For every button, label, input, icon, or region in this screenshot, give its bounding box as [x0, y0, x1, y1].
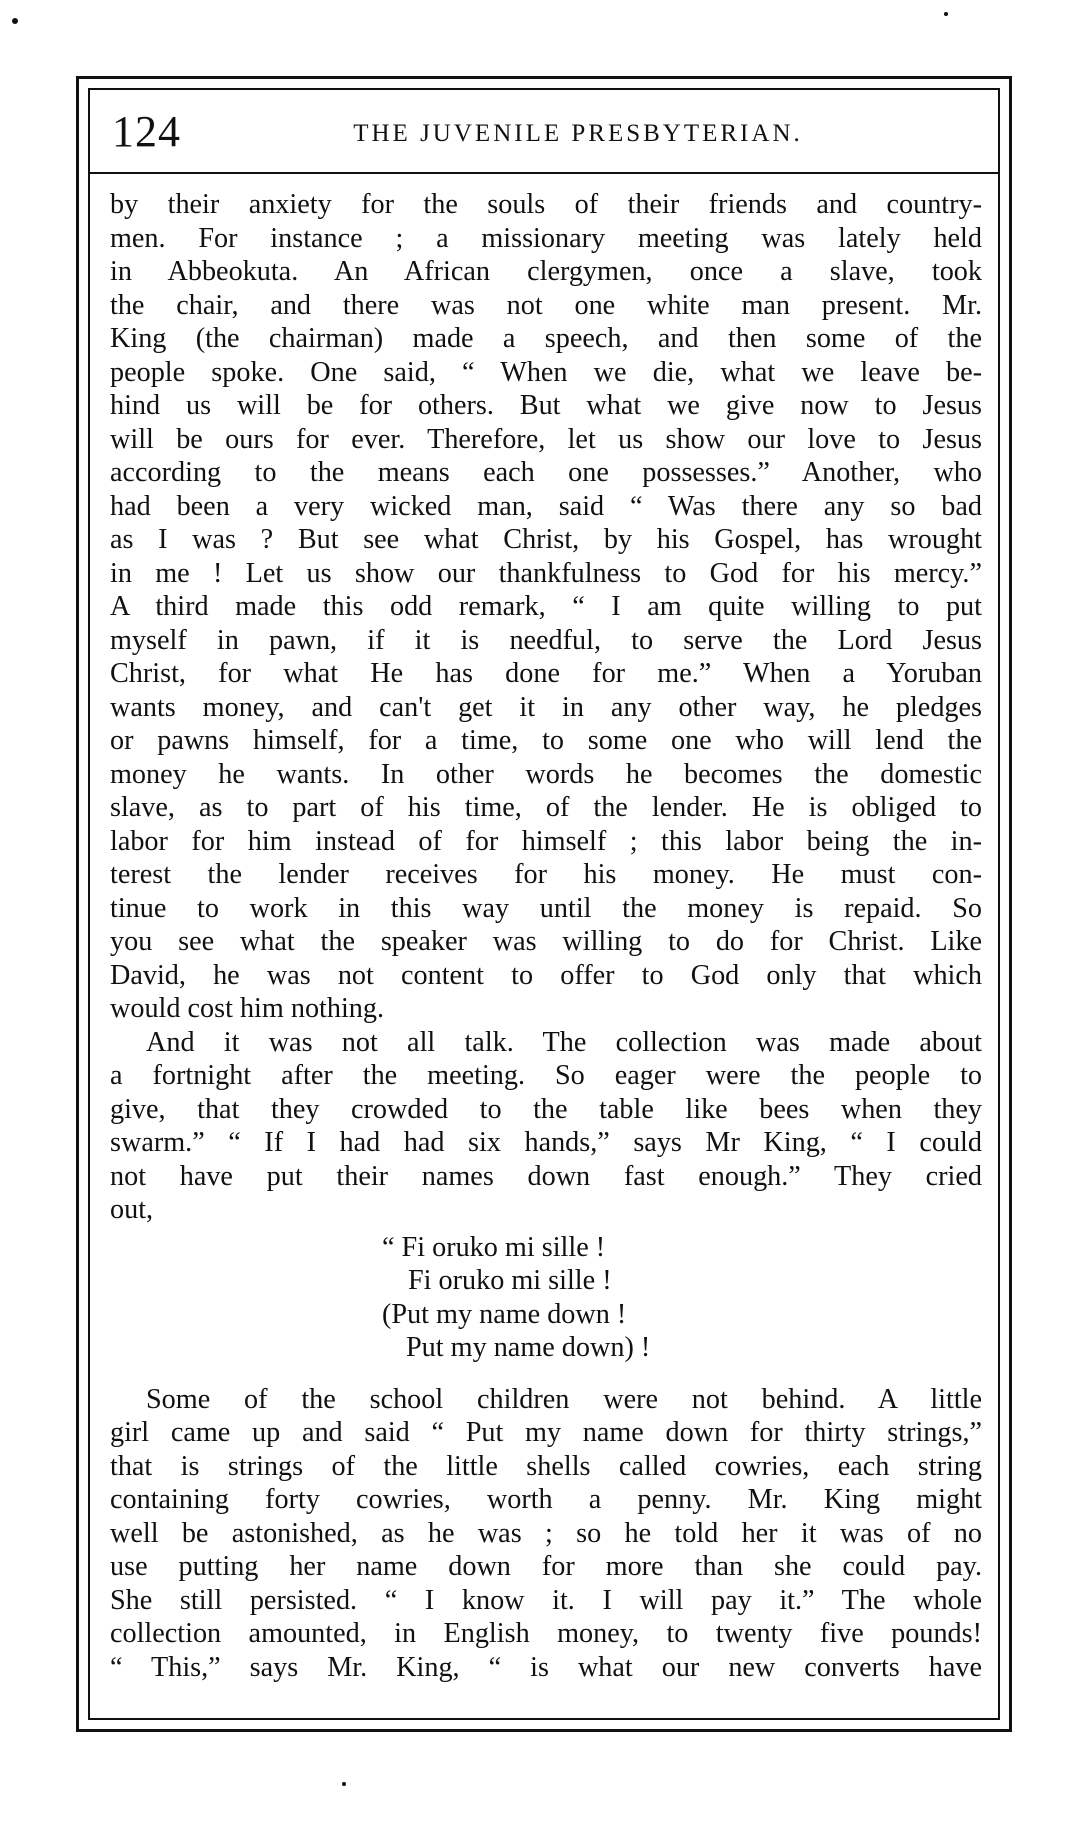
page-number: 124: [112, 107, 181, 156]
text-line: that is strings of the little shells called cowries, each string: [110, 1450, 982, 1482]
text-line: myself in pawn, if it is needful, to serve the Lord Jesus: [110, 624, 982, 656]
text-line: in me ! Let us show our thankfulness to God for his mercy.”: [110, 557, 982, 589]
text-line: use putting her name down for more than she could pay.: [110, 1551, 982, 1582]
verse-line: Put my name down) !: [406, 1332, 651, 1363]
text-line: containing forty cowries, worth a penny. Mr. King might: [110, 1484, 982, 1515]
text-line: swarm.” “ If I had had six hands,” says Mr King, “ I could: [110, 1127, 982, 1158]
text-line: people spoke. One said, “ When we die, what we leave be-: [110, 356, 982, 388]
text-line: give, that they crowded to the table like bees when they: [110, 1093, 982, 1125]
text-line: A third made this odd remark, “ I am quite willing to put: [110, 591, 982, 622]
running-title: THE JUVENILE PRESBYTERIAN.: [353, 120, 803, 147]
article-body: [110, 188, 982, 1684]
running-header: [108, 100, 988, 166]
paragraph-2: [110, 1026, 982, 1227]
text-line: men. For instance ; a missionary meeting was lately held: [110, 222, 982, 254]
verse-line: “ Fi oruko mi sille !: [382, 1231, 606, 1263]
text-line: “ This,” says Mr. King, “ is what our new converts have: [110, 1651, 982, 1683]
scan-speck: [944, 12, 948, 16]
text-line: will be ours for ever. Therefore, let us show our love to Jesus: [110, 423, 982, 455]
text-line: labor for him instead of for himself ; this labor being the in-: [110, 825, 982, 857]
text-line: as I was ? But see what Christ, by his Gospel, has wrought: [110, 524, 982, 555]
text-line: She still persisted. “ I know it. I will pay it.” The whole: [110, 1584, 982, 1616]
text-line: tinue to work in this way until the money is repaid. So: [110, 892, 982, 924]
text-line: had been a very wicked man, said “ Was there any so bad: [110, 490, 982, 522]
text-line: well be astonished, as he was ; so he told her it was of no: [110, 1517, 982, 1549]
text-line: girl came up and said “ Put my name down for thirty strings,”: [110, 1417, 982, 1448]
text-line: King (the chairman) made a speech, and then some of the: [110, 323, 982, 354]
text-line: David, he was not content to offer to God only that which: [110, 959, 982, 991]
text-line: wants money, and can't get it in any other way, he pledges: [110, 691, 982, 723]
text-line: money he wants. In other words he becomes the domestic: [110, 758, 982, 790]
text-line: in Abbeokuta. An African clergymen, once a slave, took: [110, 256, 982, 287]
text-line: Some of the school children were not behind. A little: [146, 1383, 982, 1415]
text-line: slave, as to part of his time, of the lender. He is obliged to: [110, 792, 982, 823]
verse-block: [110, 1231, 982, 1365]
verse-line: (Put my name down !: [382, 1298, 627, 1330]
text-line: Christ, for what He has done for me.” When a Yoruban: [110, 658, 982, 689]
text-line: according to the means each one possesses.” Another, who: [110, 457, 982, 488]
verse-line: Fi oruko mi sille !: [408, 1265, 612, 1296]
text-line: hind us will be for others. But what we give now to Jesus: [110, 390, 982, 421]
paragraph-1: [110, 188, 982, 1026]
text-line: or pawns himself, for a time, to some one who will lend the: [110, 725, 982, 756]
text-line: you see what the speaker was willing to do for Christ. Like: [110, 926, 982, 957]
scan-speck: [342, 1782, 346, 1786]
text-line: collection amounted, in English money, to twenty five pounds!: [110, 1618, 982, 1649]
text-line: not have put their names down fast enough.” They cried: [110, 1160, 982, 1192]
scan-speck: [12, 18, 18, 24]
text-line: a fortnight after the meeting. So eager were the people to: [110, 1060, 982, 1091]
text-line: would cost him nothing.: [110, 993, 385, 1024]
text-line: the chair, and there was not one white man present. Mr.: [110, 289, 982, 321]
text-line: terest the lender receives for his money. He must con-: [110, 859, 982, 890]
paragraph-3: [110, 1383, 982, 1685]
text-line: And it was not all talk. The collection was made about: [146, 1026, 982, 1058]
header-rule: [88, 172, 1000, 174]
text-line: by their anxiety for the souls of their friends and country-: [110, 189, 982, 220]
text-line: out,: [110, 1194, 154, 1225]
